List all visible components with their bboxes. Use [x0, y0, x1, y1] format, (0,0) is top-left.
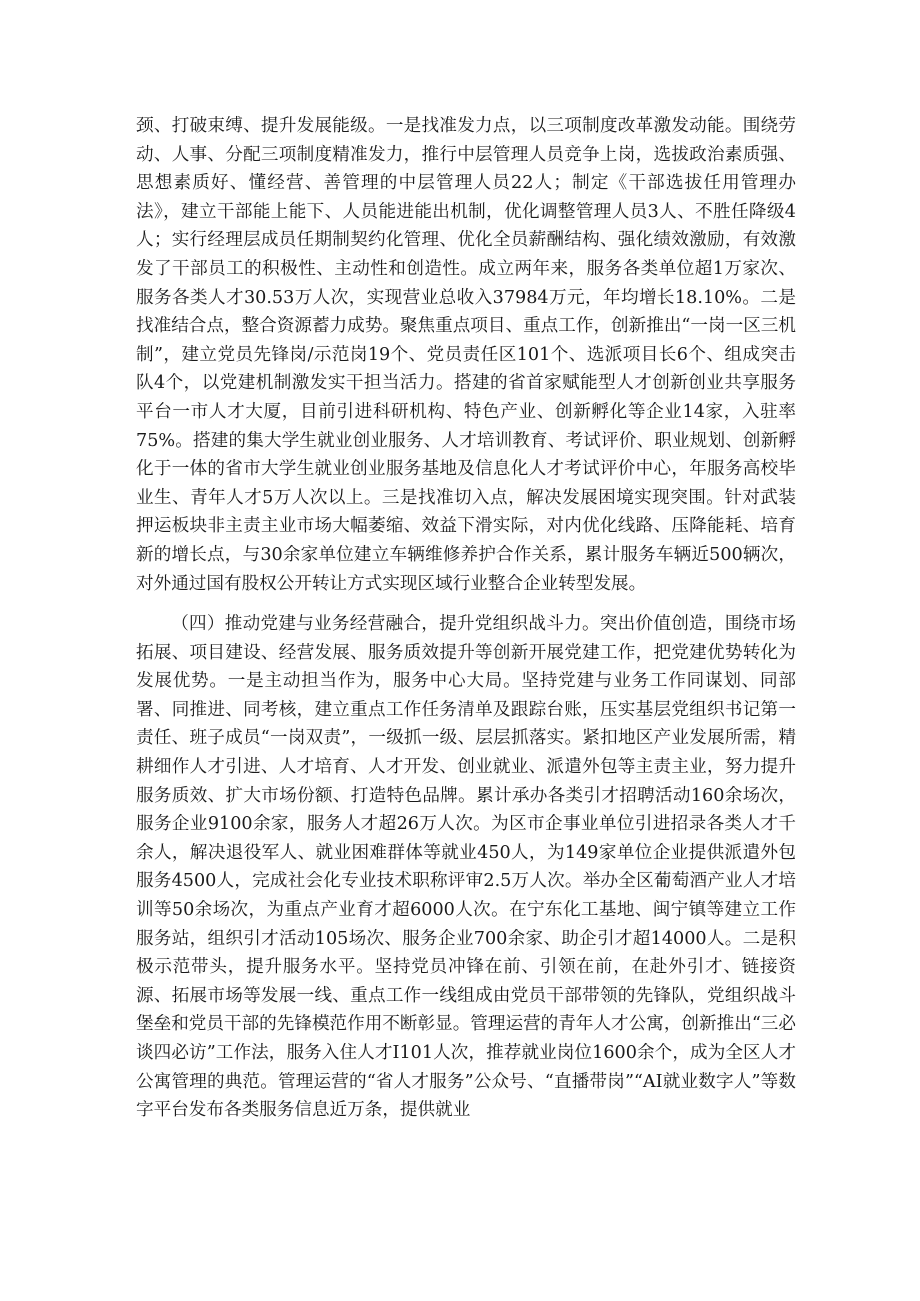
document-page — [136, 112, 796, 1125]
body-paragraph-2: （四）推动党建与业务经营融合，提升党组织战斗力。突出价值创造，围绕市场拓展、项目建设、经营发展、服务质效提升等创新开展党建工作，把党建优势转化为发展优势。一是主动担当作为，服务中心大局。坚持党建与业务工作同谋划、同部署、同推进、同考核，建立重点工作任务清单及跟踪台账，压实基层党组织书记第一责任、班子成员“一岗双责”，一级抓一级、层层抓落实。紧扣地区产业发展所需，精耕细作人才引进、人才培育、人才开发、创业就业、派遣外包等主责主业，努力提升服务质效、扩大市场份额、打造特色品牌。累计承办各类引才招聘活动160余场次，服务企业9100余家，服务人才超26万人次。为区市企事业单位引进招录各类人才千余人，解决退役军人、就业困难群体等就业450人，为149家单位企业提供派遣外包服务4500人，完成社会化专业技术职称评审2.5万人次。举办全区葡萄酒产业人才培训等50余场次，为重点产业育才超6000人次。在宁东化工基地、闽宁镇等建立工作服务站，组织引才活动105场次、服务企业700余家、助企引才超14000人。二是积极示范带头，提升服务水平。坚持党员冲锋在前、引领在前，在赴外引才、链接资源、拓展市场等发展一线、重点工作一线组成由党员干部带领的先锋队，党组织战斗堡垒和党员干部的先锋模范作用不断彰显。管理运营的青年人才公寓，创新推出“三必谈四必访”工作法，服务入住人才I101人次，推荐就业岗位1600余个，成为全区人才公寓管理的典范。管理运营的“省人才服务”公众号、“直播带岗”“AI就业数字人”等数字平台发布各类服务信息近万条，提供就业 — [136, 614, 796, 1121]
body-paragraph-1: 颈、打破束缚、提升发展能级。一是找准发力点，以三项制度改革激发动能。围绕劳动、人事、分配三项制度精准发力，推行中层管理人员竞争上岗，选拔政治素质强、思想素质好、懂经营、善管理的中层管理人员22人；制定《干部选拔任用管理办法》，建立干部能上能下、人员能进能出机制，优化调整管理人员3人、不胜任降级4人；实行经理层成员任期制契约化管理、优化全员薪酬结构、强化绩效激励，有效激发了干部员工的积极性、主动性和创造性。成立两年来，服务各类单位超1万家次、服务各类人才30.53万人次，实现营业总收入37984万元，年均增长18.10%。二是找准结合点，整合资源蓄力成势。聚焦重点项目、重点工作，创新推出“一岗一区三机制”，建立党员先锋岗/示范岗19个、党员责任区101个、选派项目长6个、组成突击队4个，以党建机制激发实干担当活力。搭建的省首家赋能型人才创新创业共享服务平台一市人才大厦，目前引进科研机构、特色产业、创新孵化等企业14家，入驻率75%。搭建的集大学生就业创业服务、人才培训教育、考试评价、职业规划、创新孵化于一体的省市大学生就业创业服务基地及信息化人才考试评价中心，年服务高校毕业生、青年人才5万人次以上。三是找准切入点，解决发展困境实现突围。针对武装押运板块非主责主业市场大幅萎缩、效益下滑实际，对内优化线路、压降能耗、培育新的增长点，与30余家单位建立车辆维修养护合作关系，累计服务车辆近500辆次，对外通过国有股权公开转让方式实现区域行业整合企业转型发展。 — [136, 116, 796, 594]
